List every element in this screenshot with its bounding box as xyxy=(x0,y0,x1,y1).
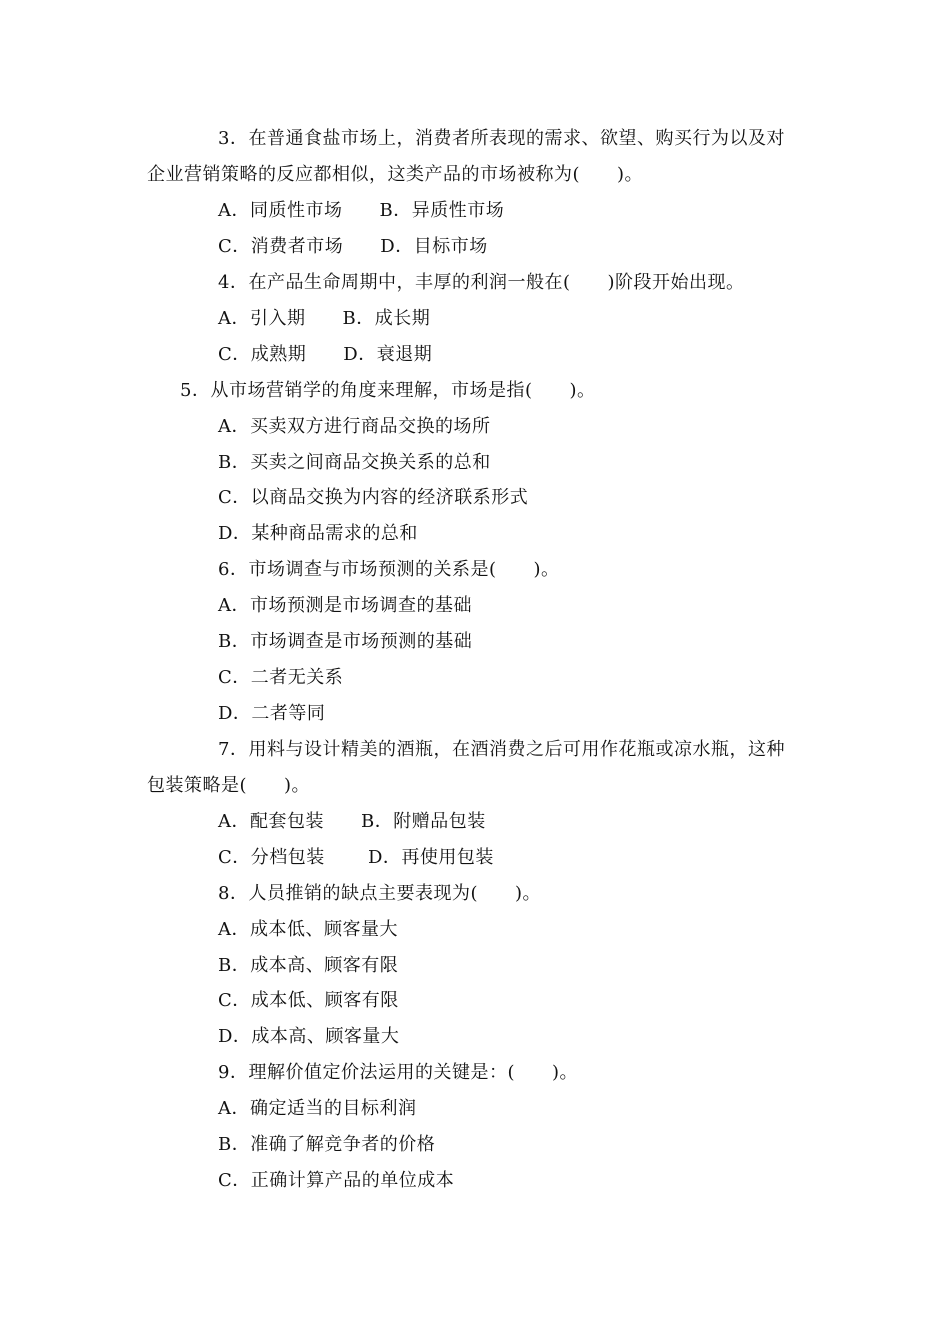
question-8-stem: 8．人员推销的缺点主要表现为( )。 xyxy=(218,883,541,904)
question-5-option-c: C．以商品交换为内容的经济联系形式 xyxy=(218,487,529,508)
question-8-option-c: C．成本低、顾客有限 xyxy=(218,990,399,1011)
question-6-option-a: A．市场预测是市场调查的基础 xyxy=(218,595,472,616)
question-3-options-ab: A．同质性市场 B．异质性市场 xyxy=(218,200,505,221)
question-7-stem-continued: 包装策略是( )。 xyxy=(147,775,311,796)
question-8-option-a: A．成本低、顾客量大 xyxy=(218,919,398,940)
question-9-option-a: A．确定适当的目标利润 xyxy=(218,1098,417,1119)
question-5-stem: 5．从市场营销学的角度来理解，市场是指( )。 xyxy=(180,380,596,401)
question-8-option-b: B．成本高、顾客有限 xyxy=(218,955,399,976)
question-5-option-a: A．买卖双方进行商品交换的场所 xyxy=(218,416,491,437)
question-5-option-b: B．买卖之间商品交换关系的总和 xyxy=(218,452,491,473)
question-9-option-b: B．准确了解竞争者的价格 xyxy=(218,1134,436,1155)
question-5-option-d: D．某种商品需求的总和 xyxy=(218,523,418,544)
question-6-option-c: C．二者无关系 xyxy=(218,667,344,688)
question-4-options-cd: C．成熟期 D．衰退期 xyxy=(218,344,433,365)
question-7-stem: 7．用料与设计精美的酒瓶，在酒消费之后可用作花瓶或凉水瓶，这种 xyxy=(218,739,785,760)
question-4-options-ab: A．引入期 B．成长期 xyxy=(218,308,431,329)
question-7-options-ab: A．配套包装 B．附赠品包装 xyxy=(218,811,486,832)
question-3-stem-continued: 企业营销策略的反应都相似，这类产品的市场被称为( )。 xyxy=(147,164,644,185)
question-6-option-b: B．市场调查是市场预测的基础 xyxy=(218,631,473,652)
question-6-stem: 6．市场调查与市场预测的关系是( )。 xyxy=(218,559,560,580)
question-4-stem: 4．在产品生命周期中，丰厚的利润一般在( )阶段开始出现。 xyxy=(218,272,745,293)
question-3-stem: 3．在普通食盐市场上，消费者所表现的需求、欲望、购买行为以及对 xyxy=(218,128,785,149)
question-9-option-c: C．正确计算产品的单位成本 xyxy=(218,1170,455,1191)
question-9-stem: 9．理解价值定价法运用的关键是：( )。 xyxy=(218,1062,578,1083)
question-3-options-cd: C．消费者市场 D．目标市场 xyxy=(218,236,488,257)
question-8-option-d: D．成本高、顾客量大 xyxy=(218,1026,400,1047)
question-6-option-d: D．二者等同 xyxy=(218,703,326,724)
question-7-options-cd: C．分档包装 D．再使用包装 xyxy=(218,847,494,868)
